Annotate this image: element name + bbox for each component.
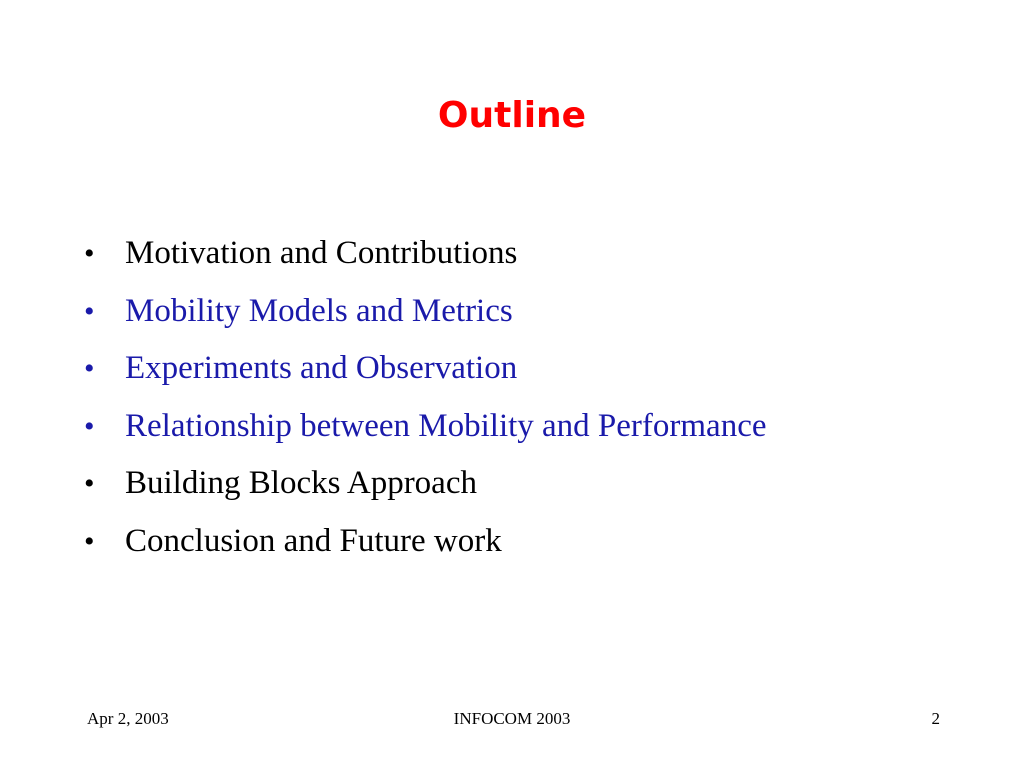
bullet-text: Experiments and Observation bbox=[125, 350, 518, 386]
outline-bullet-list bbox=[84, 228, 984, 573]
footer-date: Apr 2, 2003 bbox=[87, 709, 169, 728]
bullet-item bbox=[84, 516, 984, 574]
bullet-text: Relationship between Mobility and Performance bbox=[125, 407, 767, 444]
bullet-text: Conclusion and Future work bbox=[125, 522, 502, 559]
bullet-icon: • bbox=[84, 467, 95, 500]
bullet-text: Mobility Models and Metrics bbox=[125, 292, 513, 329]
bullet-text: Building Blocks Approach bbox=[125, 465, 477, 501]
bullet-item bbox=[84, 343, 984, 401]
bullet-icon: • bbox=[84, 409, 95, 443]
footer-page-number: 2 bbox=[931, 709, 940, 728]
bullet-item bbox=[84, 228, 984, 286]
bullet-item bbox=[84, 401, 984, 459]
bullet-icon: • bbox=[84, 294, 95, 328]
slide-title: Outline bbox=[437, 95, 587, 136]
bullet-item bbox=[84, 286, 984, 344]
bullet-item bbox=[84, 458, 984, 516]
bullet-icon: • bbox=[84, 352, 95, 385]
footer-conference: INFOCOM 2003 bbox=[453, 709, 571, 728]
bullet-text: Motivation and Contributions bbox=[125, 235, 518, 271]
bullet-icon: • bbox=[84, 237, 95, 270]
bullet-icon: • bbox=[84, 524, 95, 558]
